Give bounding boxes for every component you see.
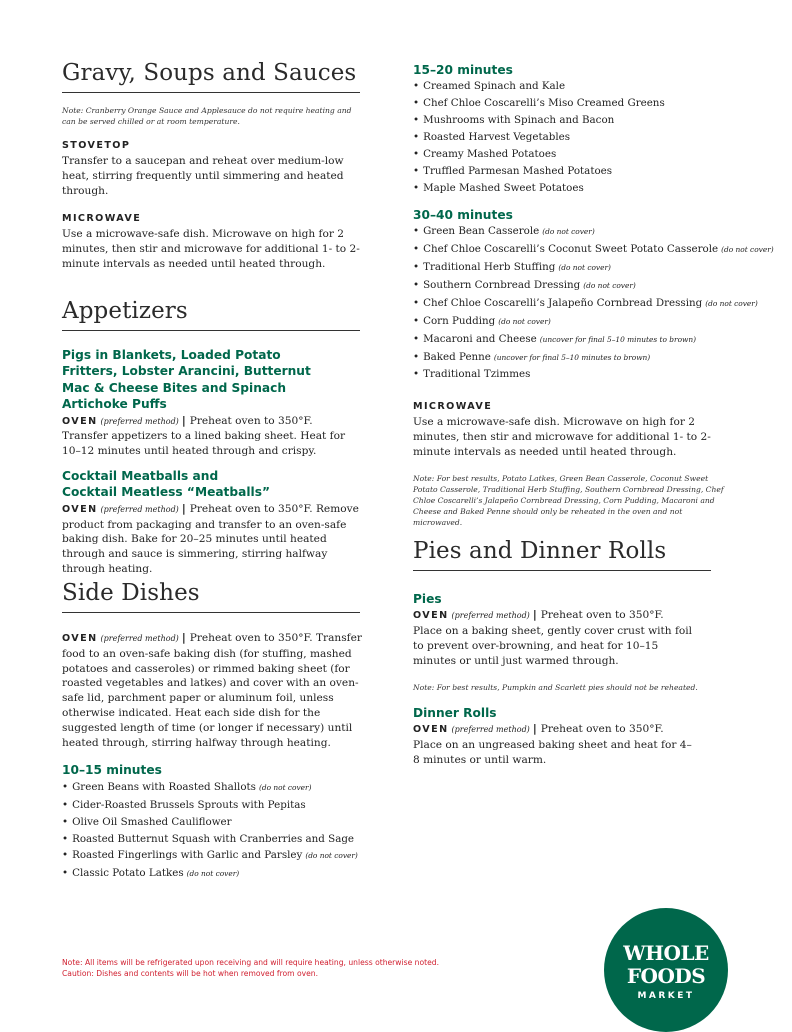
dish-item — [413, 331, 733, 349]
bullet: • — [62, 867, 69, 880]
dish-name: Traditional Tzimmes — [423, 368, 531, 381]
dish-name: Creamy Mashed Potatoes — [423, 148, 557, 161]
dish-name: Mushrooms with Spinach and Bacon — [423, 114, 615, 127]
dish-item — [413, 223, 733, 241]
appetizer-group1-title: Pigs in Blankets, Loaded Potato Fritters, Lobster Arancini, Butternut Mac & Cheese Bites and Spinach Artichoke Puffs — [62, 348, 311, 412]
bullet: • — [413, 243, 420, 256]
rolls-instructions — [413, 722, 693, 767]
time-group-30-40-list — [413, 223, 774, 383]
dish-name: Green Bean Casserole — [423, 225, 540, 238]
bullet: • — [62, 849, 69, 862]
whole-foods-logo — [604, 908, 728, 1032]
dish-name: Roasted Fingerlings with Garlic and Parsley — [72, 849, 303, 862]
dish-item — [413, 259, 733, 277]
appetizer-group2-title — [62, 468, 360, 501]
bullet: • — [62, 780, 69, 793]
dish-name: Classic Potato Latkes — [72, 867, 184, 880]
footer-note-line1: Note: All items will be refrigerated upon receiving and will require heating, unless otherwise noted. — [62, 958, 440, 967]
oven-label: OVEN — [413, 610, 449, 622]
dish-item — [413, 349, 733, 367]
bullet: • — [413, 148, 420, 161]
pies-section — [413, 538, 711, 767]
pies-instructions — [413, 608, 693, 668]
dish-name: Chef Chloe Coscarelli’s Jalapeño Cornbread Dressing — [423, 296, 703, 309]
dish-qualifier: (do not cover) — [721, 245, 774, 255]
dish-name: Baked Penne — [423, 350, 491, 363]
dish-name: Creamed Spinach and Kale — [423, 80, 566, 93]
dish-item — [413, 241, 774, 259]
appetizer-group1-instructions — [62, 414, 360, 459]
bullet: • — [413, 114, 420, 127]
dish-qualifier: (do not cover) — [186, 869, 240, 879]
dish-name: Roasted Harvest Vegetables — [423, 131, 571, 144]
appetizer-group2-instructions — [62, 502, 364, 577]
dish-item — [413, 146, 733, 163]
time-group-10-15-list — [62, 779, 374, 883]
preferred-method: (preferred method) — [451, 611, 530, 621]
dish-item — [62, 831, 374, 848]
dish-name: Chef Chloe Coscarelli’s Miso Creamed Greens — [423, 97, 665, 110]
bullet: • — [62, 798, 69, 811]
separator: | — [181, 414, 186, 427]
preferred-method: (preferred method) — [451, 725, 530, 734]
dish-item — [62, 814, 374, 831]
preferred-method: (preferred method) — [100, 416, 179, 426]
dish-name: Green Beans with Roasted Shallots — [72, 780, 256, 793]
logo-word-market: MARKET — [637, 991, 695, 1001]
bullet: • — [413, 314, 420, 327]
bullet: • — [413, 225, 420, 238]
dish-name: Roasted Butternut Squash with Cranberries and Sage — [72, 832, 355, 845]
appetizer-group2-text: Preheat oven to 350°F. Remove product from packaging and transfer to an oven-safe baking dish. Bake for 20–25 minutes until heated through and sauce is simmering, stirring halfway through heating. — [62, 502, 359, 576]
dish-item — [413, 163, 733, 180]
dish-item — [413, 112, 733, 129]
separator: | — [181, 632, 186, 644]
sides-microwave-label: MICROWAVE — [413, 401, 493, 413]
dish-name: Traditional Herb Stuffing — [423, 260, 556, 273]
dish-item — [62, 797, 374, 814]
bullet: • — [413, 181, 420, 194]
dish-item — [62, 847, 374, 865]
separator: | — [532, 609, 537, 622]
sides-microwave-text: Use a microwave-safe dish. Microwave on high for 2 minutes, then stir and microwave for additional 1- to 2-minute intervals as needed until heated through. — [413, 416, 711, 458]
dish-qualifier: (do not cover) — [498, 316, 551, 326]
bullet: • — [413, 97, 420, 110]
bullet: • — [413, 350, 420, 363]
appetizer-group1-text: Preheat oven to 350°F. Transfer appetizers to a lined baking sheet. Heat for 10–12 minutes until heated through and crispy. — [62, 414, 346, 458]
pies-subtitle: Pies — [413, 592, 442, 606]
side-dishes-text: Preheat oven to 350°F. Transfer food to an oven-safe baking dish (for stuffing, mashed potatoes and casseroles) or rimmed baking sheet (for roasted vegetables and latkes) and cover with an oven-safe lid, parchment paper or aluminum foil, unless otherwise indicated. Heat each side dish for the suggested length of time (or longer if necessary) until heated through, stirring halfway through heating. — [62, 632, 362, 749]
dish-item — [413, 78, 733, 95]
appetizer-group2-title-line2: Cocktail Meatless “Meatballs” — [62, 485, 270, 500]
dish-qualifier: (do not cover) — [558, 262, 611, 272]
bullet: • — [413, 296, 420, 309]
dish-item — [413, 95, 733, 112]
dish-item — [413, 295, 758, 313]
bullet: • — [413, 368, 420, 381]
pies-title: Pies and Dinner Rolls — [413, 538, 711, 571]
pies-text: Preheat oven to 350°F. Place on a baking sheet, gently cover crust with foil to prevent over-browning, and heat for 10–15 minutes or until just warmed through. — [413, 609, 693, 667]
bullet: • — [62, 832, 69, 845]
footer-note — [62, 957, 439, 979]
bullet: • — [413, 278, 420, 291]
side-dishes-instructions — [62, 631, 374, 750]
logo-word-foods: FOODS — [626, 964, 706, 988]
rolls-text: Preheat oven to 350°F. Place on an ungreased baking sheet and heat for 4–8 minutes or until warm. — [413, 723, 692, 766]
bullet: • — [413, 260, 420, 273]
bullet: • — [413, 164, 420, 177]
time-group-15-20-list — [413, 78, 733, 196]
footer-caution-line: Caution: Dishes and contents will be hot when removed from oven. — [62, 969, 319, 978]
oven-label: OVEN — [62, 503, 98, 515]
dish-name: Cider-Roasted Brussels Sprouts with Pepitas — [72, 798, 306, 811]
dish-name: Maple Mashed Sweet Potatoes — [423, 181, 584, 194]
pies-note: Note: For best results, Pumpkin and Scarlett pies should not be reheated. — [413, 682, 698, 692]
gravy-microwave-text: Use a microwave-safe dish. Microwave on high for 2 minutes, then stir and microwave for additional 1- to 2-minute intervals as needed until heated through. — [62, 228, 360, 270]
dish-item — [62, 779, 374, 797]
gravy-microwave-label: MICROWAVE — [62, 213, 142, 225]
oven-label: OVEN — [62, 415, 98, 427]
dish-name: Olive Oil Smashed Cauliflower — [72, 815, 232, 828]
stovetop-label: STOVETOP — [62, 140, 131, 151]
dish-item — [413, 180, 733, 197]
oven-label: OVEN — [413, 724, 449, 735]
appetizers-title: Appetizers — [62, 298, 360, 331]
dish-qualifier: (do not cover) — [705, 298, 758, 308]
appetizer-group2-title-line1: Cocktail Meatballs and — [62, 469, 219, 484]
oven-label: OVEN — [62, 633, 98, 644]
side-dishes-section — [62, 580, 374, 883]
preferred-method: (preferred method) — [100, 634, 179, 643]
gravy-title: Gravy, Soups and Sauces — [62, 60, 360, 93]
bullet: • — [413, 131, 420, 144]
dish-qualifier: (uncover for final 5–10 minutes to brown) — [539, 334, 696, 344]
dish-name: Truffled Parmesan Mashed Potatoes — [423, 164, 613, 177]
separator: | — [532, 723, 537, 735]
bullet: • — [413, 332, 420, 345]
sides-note: Note: For best results, Potato Latkes, Green Bean Casserole, Coconut Sweet Potato Casserole, Traditional Herb Stuffing, Southern Cornbread Dressing, Chef Chloe Coscarelli’s Jalapeño Cornbread Dressing, Corn Pudding, Macaroni and Cheese and Baked Penne should only be reheated in the oven and not microwaved. — [413, 473, 724, 527]
time-group-30-40-title: 30–40 minutes — [413, 207, 513, 222]
dish-name: Corn Pudding — [423, 314, 496, 327]
dish-name: Macaroni and Cheese — [423, 332, 537, 345]
dish-item — [413, 313, 733, 331]
rolls-subtitle: Dinner Rolls — [413, 705, 497, 720]
dish-qualifier: (do not cover) — [305, 851, 358, 861]
gravy-note: Note: Cranberry Orange Sauce and Applesauce do not require heating and can be served chilled or at room temperature. — [62, 106, 352, 126]
separator: | — [181, 502, 186, 515]
preferred-method: (preferred method) — [100, 504, 179, 514]
dish-item — [413, 366, 733, 383]
appetizers-section — [62, 298, 360, 577]
dish-name: Chef Chloe Coscarelli’s Coconut Sweet Potato Casserole — [423, 243, 719, 256]
dish-qualifier: (do not cover) — [542, 227, 595, 237]
side-dishes-title: Side Dishes — [62, 580, 360, 613]
dish-qualifier: (do not cover) — [258, 782, 312, 792]
dish-qualifier: (do not cover) — [583, 280, 636, 290]
time-group-15-20-title: 15–20 minutes — [413, 63, 513, 77]
bullet: • — [413, 80, 420, 93]
side-dishes-continued — [413, 62, 774, 528]
dish-qualifier: (uncover for final 5–10 minutes to brown) — [493, 352, 651, 362]
stovetop-text: Transfer to a saucepan and reheat over medium-low heat, stirring frequently until simmering and heated through. — [62, 155, 344, 197]
dish-item — [413, 129, 733, 146]
gravy-section — [62, 60, 360, 272]
dish-name: Southern Cornbread Dressing — [423, 278, 581, 291]
logo-word-whole: WHOLE — [623, 941, 709, 965]
bullet: • — [62, 815, 69, 828]
time-group-10-15-title: 10–15 minutes — [62, 763, 162, 778]
dish-item — [62, 865, 374, 883]
dish-item — [413, 277, 733, 295]
